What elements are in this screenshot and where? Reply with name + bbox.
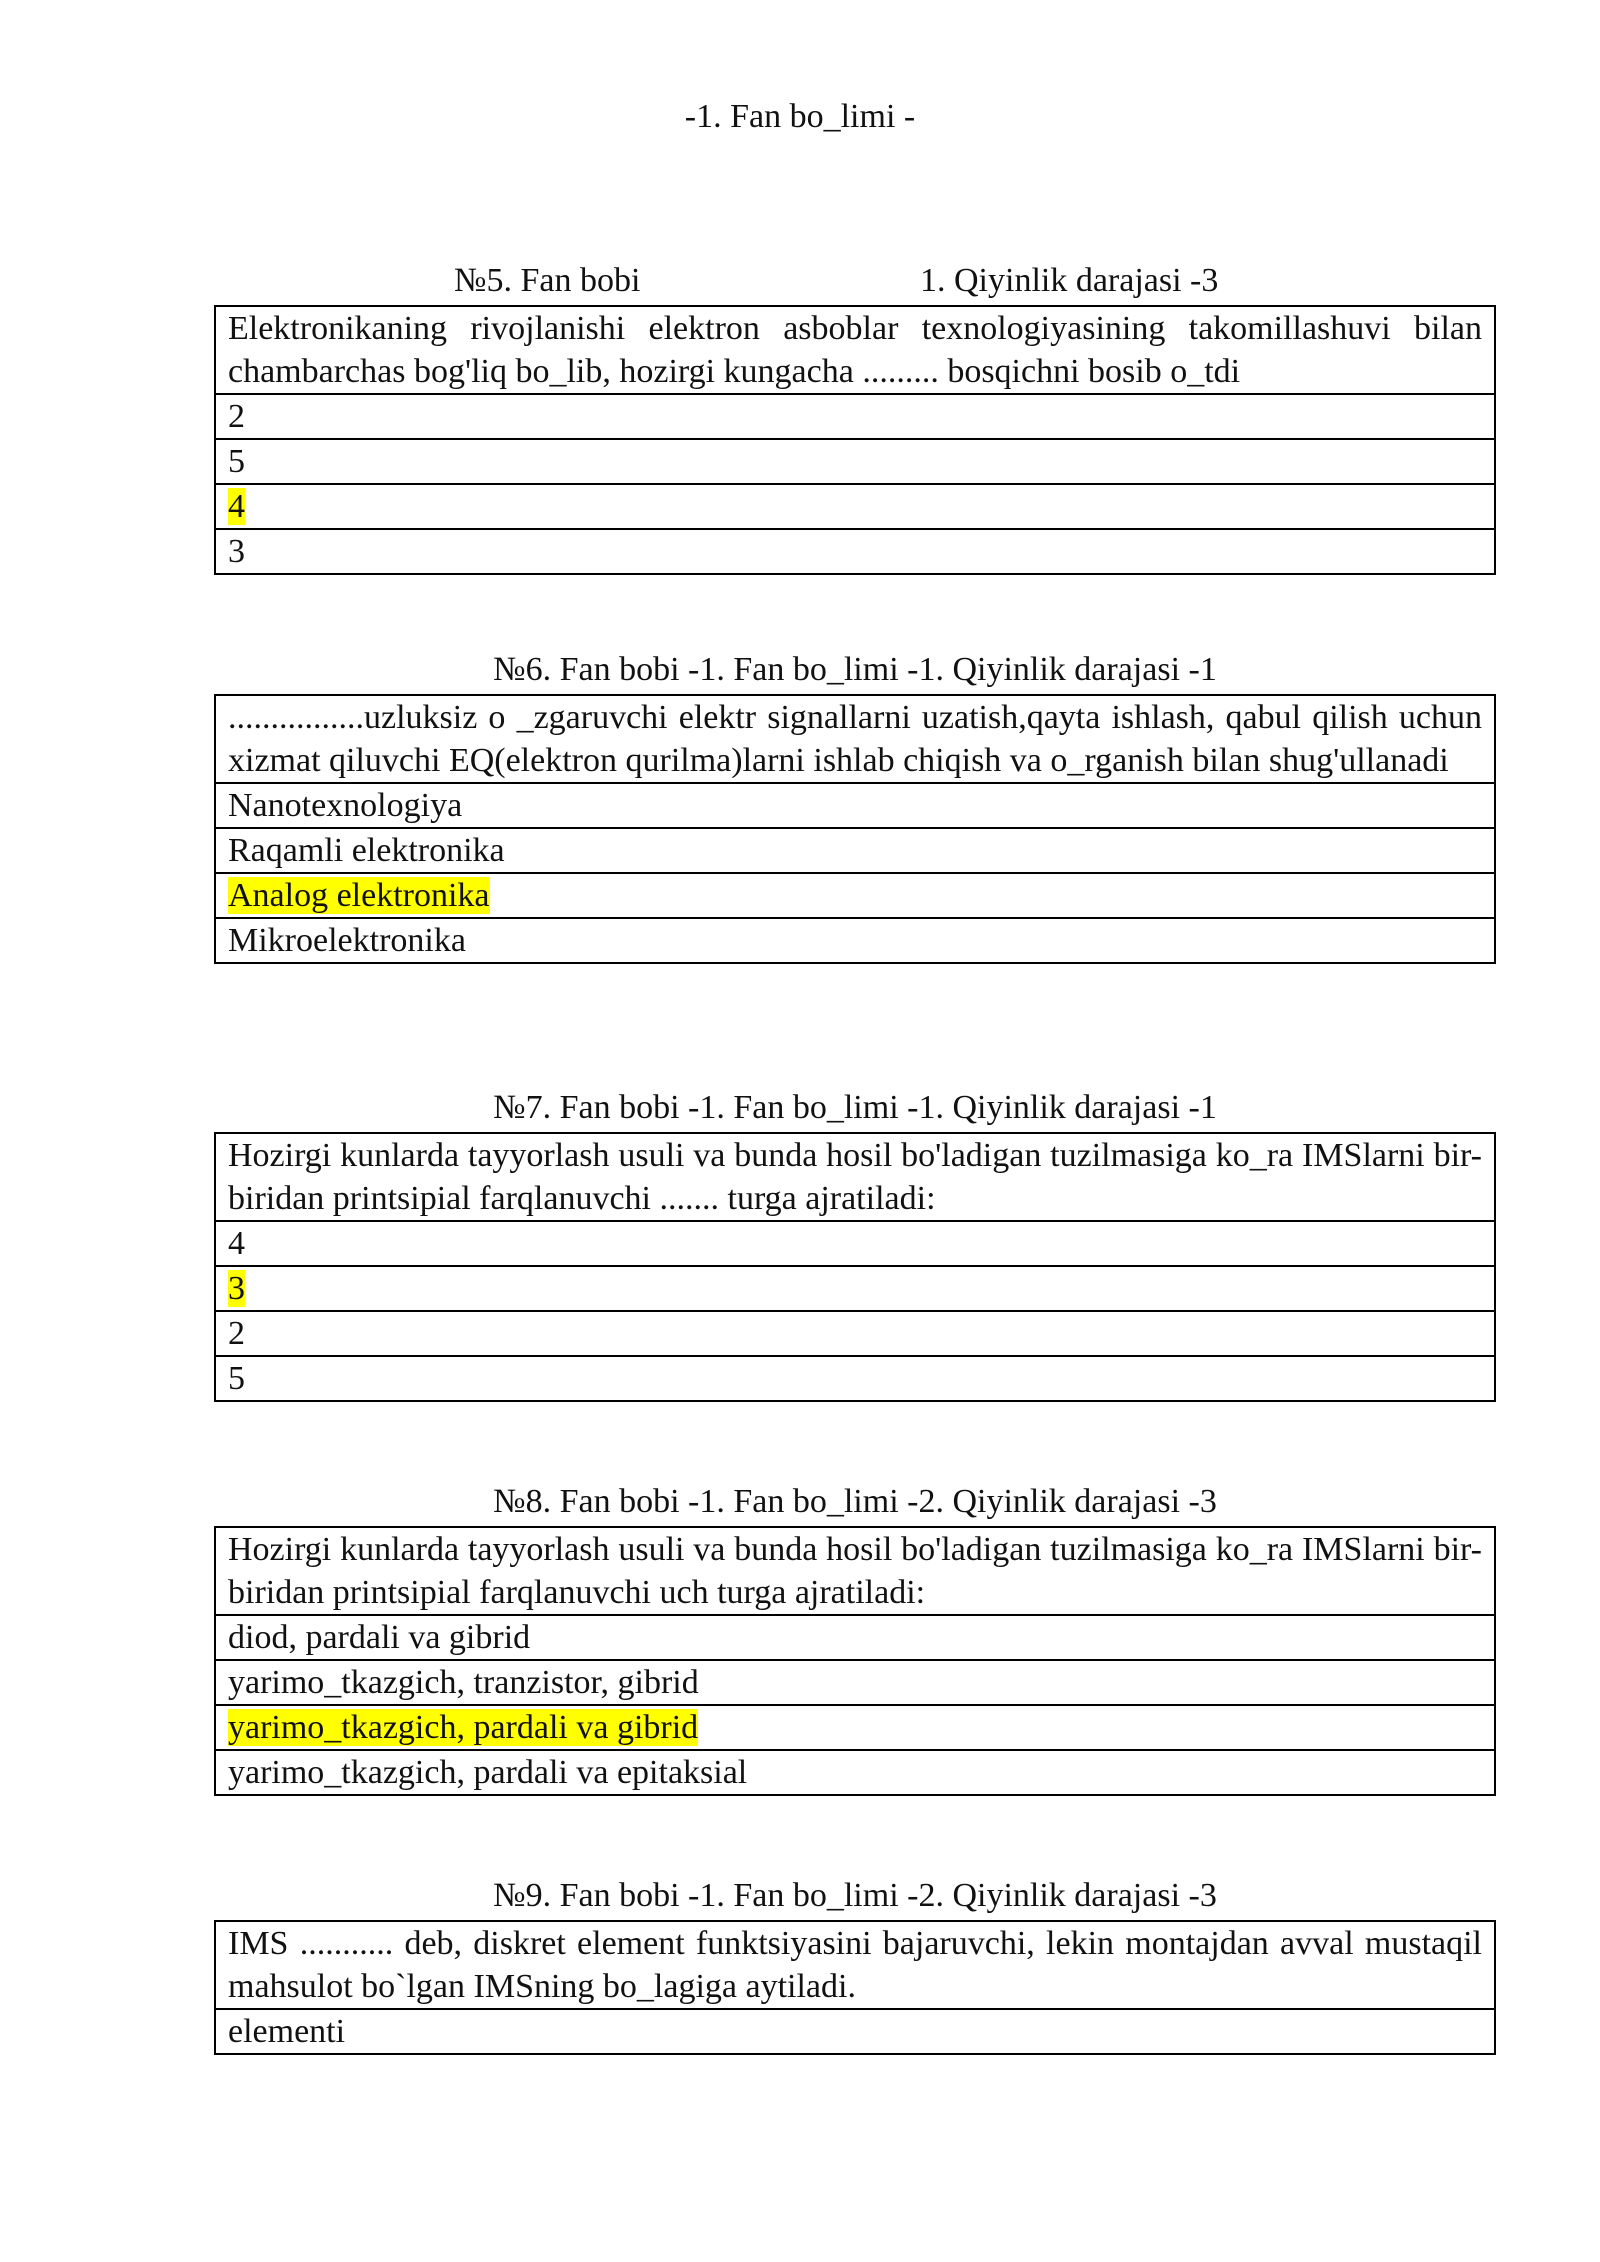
option-text: diod, pardali va gibrid — [228, 1619, 531, 1656]
option-text: 5 — [228, 1360, 245, 1397]
question-table — [214, 694, 1496, 964]
answer-option[interactable] — [215, 2009, 1495, 2054]
option-text: 2 — [228, 1315, 245, 1352]
question-stem: IMS ........... deb, diskret element funktsiyasini bajaruvchi, lekin montajdan avval mustaqil mahsulot bo`lgan IMSning bo_lagiga aytiladi. — [215, 1921, 1495, 2009]
page-header: -1. Fan bo_limi - — [684, 98, 916, 135]
question-number: №5. Fan bobi — [454, 262, 641, 299]
option-text: yarimo_tkazgich, pardali va epitaksial — [228, 1754, 748, 1791]
option-text: 3 — [228, 533, 245, 570]
question-table — [214, 305, 1496, 575]
answer-option-correct[interactable] — [215, 484, 1495, 529]
option-text-highlighted: 3 — [228, 1270, 245, 1307]
answer-option[interactable] — [215, 918, 1495, 963]
question-5 — [214, 257, 1496, 575]
option-text-highlighted: Analog elektronika — [228, 877, 490, 914]
option-text: yarimo_tkazgich, tranzistor, gibrid — [228, 1664, 699, 1701]
option-text: Mikroelektronika — [228, 922, 466, 959]
question-table — [214, 1920, 1496, 2055]
answer-option[interactable] — [215, 439, 1495, 484]
option-text-highlighted: 4 — [228, 488, 245, 525]
question-stem: Hozirgi kunlarda tayyorlash usuli va bunda hosil bo'ladigan tuzilmasiga ko_ra IMSlarni bir-biridan printsipial farqlanuvchi ....... turga ajratiladi: — [215, 1133, 1495, 1221]
question-6 — [214, 646, 1496, 964]
answer-option[interactable] — [215, 529, 1495, 574]
answer-option-correct[interactable] — [215, 1266, 1495, 1311]
option-text: elementi — [228, 2013, 346, 2050]
answer-option[interactable] — [215, 1750, 1495, 1795]
question-stem: Hozirgi kunlarda tayyorlash usuli va bunda hosil bo'ladigan tuzilmasiga ko_ra IMSlarni bir-biridan printsipial farqlanuvchi uch turga ajratiladi: — [215, 1527, 1495, 1615]
question-heading — [214, 1872, 1496, 1920]
option-text: 4 — [228, 1225, 245, 1262]
question-9 — [214, 1872, 1496, 2055]
answer-option[interactable] — [215, 1221, 1495, 1266]
question-heading — [214, 1478, 1496, 1526]
question-stem: Elektronikaning rivojlanishi elektron asboblar texnologiyasining takomillashuvi bilan chambarchas bog'liq bo_lib, hozirgi kungacha ......... bosqichni bosib o_tdi — [215, 306, 1495, 394]
answer-option[interactable] — [215, 828, 1495, 873]
question-table — [214, 1132, 1496, 1402]
answer-option[interactable] — [215, 783, 1495, 828]
question-7 — [214, 1084, 1496, 1402]
question-heading-text: №8. Fan bobi -1. Fan bo_limi -2. Qiyinlik darajasi -3 — [493, 1483, 1217, 1520]
option-text-highlighted: yarimo_tkazgich, pardali va gibrid — [228, 1709, 699, 1746]
option-text: 5 — [228, 443, 245, 480]
question-heading — [214, 257, 1496, 305]
option-text: Raqamli elektronika — [228, 832, 505, 869]
answer-option[interactable] — [215, 1615, 1495, 1660]
question-heading-text: №9. Fan bobi -1. Fan bo_limi -2. Qiyinlik darajasi -3 — [493, 1877, 1217, 1914]
question-heading-text: №7. Fan bobi -1. Fan bo_limi -1. Qiyinlik darajasi -1 — [493, 1089, 1217, 1126]
question-heading — [214, 1084, 1496, 1132]
option-text: 2 — [228, 398, 245, 435]
option-text: Nanotexnologiya — [228, 787, 463, 824]
answer-option[interactable] — [215, 1311, 1495, 1356]
question-heading — [214, 646, 1496, 694]
question-stem: ................uzluksiz o _zgaruvchi elektr signallarni uzatish,qayta ishlash, qabul qilish uchun xizmat qiluvchi EQ(elektron qurilma)larni ishlab chiqish va o_rganish bilan shug'ullanadi — [215, 695, 1495, 783]
answer-option[interactable] — [215, 1356, 1495, 1401]
question-table — [214, 1526, 1496, 1796]
question-heading-text: №6. Fan bobi -1. Fan bo_limi -1. Qiyinlik darajasi -1 — [493, 651, 1217, 688]
difficulty-level: 1. Qiyinlik darajasi -3 — [920, 262, 1219, 299]
question-8 — [214, 1478, 1496, 1796]
answer-option[interactable] — [215, 394, 1495, 439]
answer-option[interactable] — [215, 1660, 1495, 1705]
answer-option-correct[interactable] — [215, 873, 1495, 918]
answer-option-correct[interactable] — [215, 1705, 1495, 1750]
